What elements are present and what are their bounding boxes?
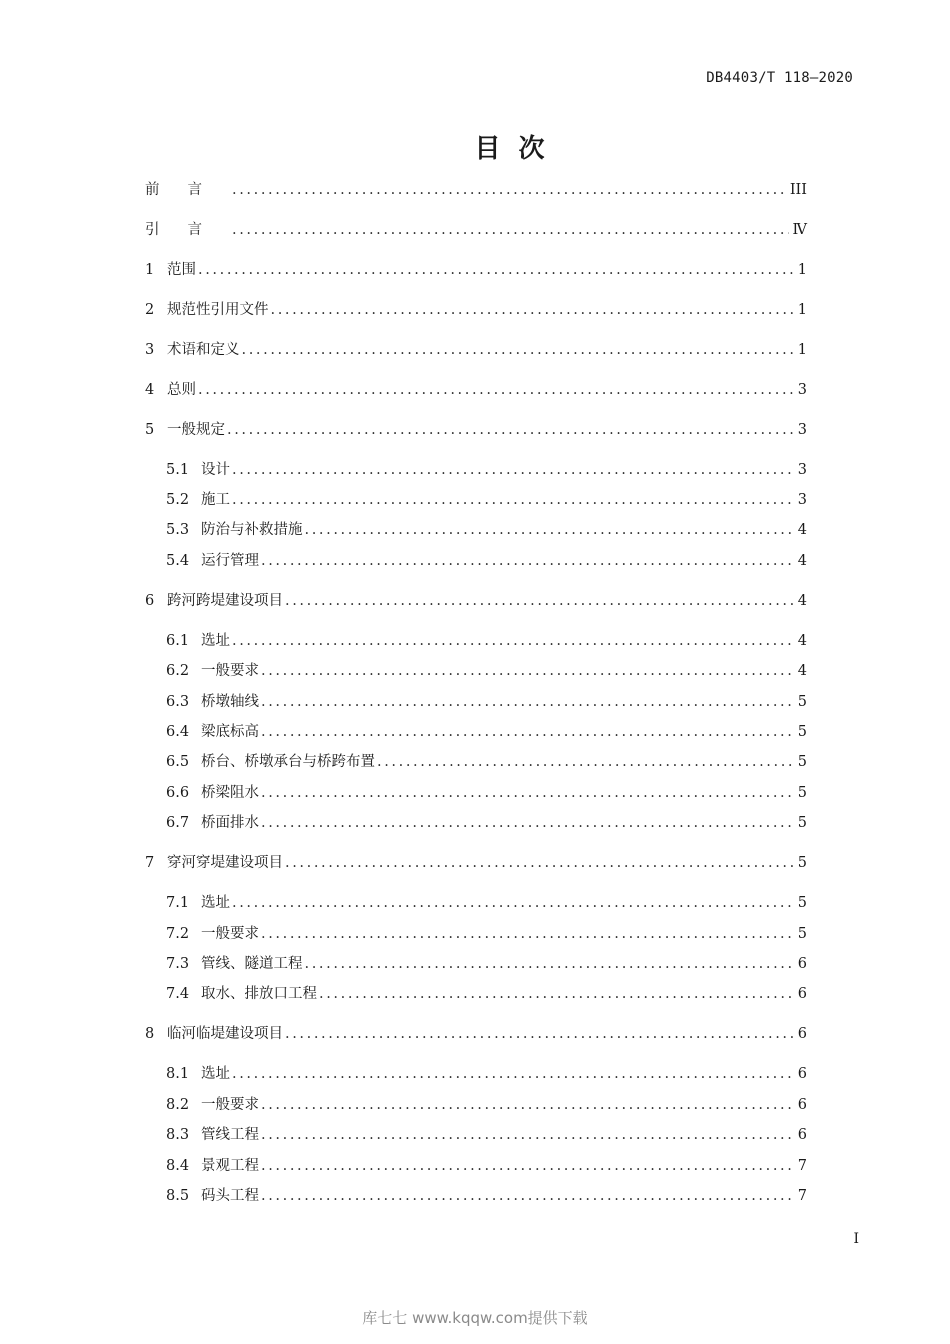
- toc-entry[interactable]: [145, 420, 807, 440]
- toc-leader-dots: [232, 490, 794, 510]
- toc-entry[interactable]: [145, 661, 807, 681]
- toc-entry-number: 5.2: [166, 492, 190, 508]
- document-code: DB4403/T 118—2020: [706, 70, 853, 86]
- toc-entry[interactable]: [145, 692, 807, 712]
- toc-leader-dots: [261, 722, 794, 742]
- toc-entry-page: 6: [797, 1097, 807, 1113]
- toc-entry[interactable]: [145, 340, 807, 360]
- toc-entry-title: 桥台、桥墩承台与桥跨布置: [201, 754, 375, 770]
- toc-entry-page: 4: [797, 633, 807, 649]
- toc-leader-dots: [198, 260, 794, 280]
- toc-leader-dots: [261, 1125, 794, 1145]
- toc-entry[interactable]: [145, 984, 807, 1004]
- toc-leader-dots: [305, 954, 794, 974]
- toc-entry[interactable]: [145, 180, 807, 200]
- toc-entry[interactable]: [145, 813, 807, 833]
- toc-entry-page: 5: [797, 785, 807, 801]
- toc-entry-number: 5: [145, 422, 155, 438]
- toc-leader-dots: [232, 1064, 794, 1084]
- toc-entry[interactable]: [145, 1095, 807, 1115]
- toc-leader-dots: [271, 300, 794, 320]
- toc-entry-title: 引言: [145, 222, 230, 238]
- toc-entry-title: 术语和定义: [167, 342, 240, 358]
- toc-entry-page: 1: [797, 342, 807, 358]
- toc-entry-title: 选址: [201, 633, 230, 649]
- toc-entry-number: 3: [145, 342, 155, 358]
- toc-leader-dots: [261, 1095, 794, 1115]
- toc-entry-title: 一般要求: [201, 663, 259, 679]
- toc-entry[interactable]: [145, 520, 807, 540]
- toc-entry[interactable]: [145, 591, 807, 611]
- toc-entry-number: 5.4: [166, 553, 190, 569]
- toc-leader-dots: [232, 460, 794, 480]
- toc-entry[interactable]: [145, 1156, 807, 1176]
- toc-entry-page: 5: [797, 724, 807, 740]
- toc-entry-title: 一般要求: [201, 926, 259, 942]
- toc-entry-page: 3: [797, 422, 807, 438]
- toc-entry-title: 桥梁阻水: [201, 785, 259, 801]
- toc-entry-page: 5: [797, 694, 807, 710]
- toc-entry-title: 管线工程: [201, 1127, 259, 1143]
- toc-entry-page: 5: [797, 754, 807, 770]
- toc-entry-title: 一般规定: [167, 422, 225, 438]
- toc-entry-page: 6: [797, 1127, 807, 1143]
- toc-leader-dots: [261, 783, 794, 803]
- toc-entry-number: 8.4: [166, 1158, 190, 1174]
- toc-entry-number: 6.6: [166, 785, 190, 801]
- toc-entry[interactable]: [145, 380, 807, 400]
- toc-entry[interactable]: [145, 1186, 807, 1206]
- toc-entry[interactable]: [145, 300, 807, 320]
- toc-entry-number: 6.2: [166, 663, 190, 679]
- toc-entry-page: 3: [797, 382, 807, 398]
- toc-entry-page: 1: [797, 302, 807, 318]
- toc-entry-number: 6.1: [166, 633, 190, 649]
- toc-entry-page: 3: [797, 462, 807, 478]
- toc-leader-dots: [261, 1156, 794, 1176]
- toc-entry[interactable]: [145, 460, 807, 480]
- toc-entry-page: 4: [797, 522, 807, 538]
- toc-entry-page: 6: [797, 1066, 807, 1082]
- toc-entry-number: 8.5: [166, 1188, 190, 1204]
- toc-entry-page: 5: [797, 815, 807, 831]
- toc-entry-page: 5: [797, 926, 807, 942]
- toc-entry-title: 范围: [167, 262, 196, 278]
- toc-entry-number: 7.3: [166, 956, 190, 972]
- toc-entry-title: 防治与补救措施: [201, 522, 303, 538]
- toc-entry-page: 5: [797, 895, 807, 911]
- toc-entry[interactable]: [145, 220, 807, 240]
- toc-entry-page: 4: [797, 553, 807, 569]
- toc-entry[interactable]: [145, 1125, 807, 1145]
- toc-entry-title: 管线、隧道工程: [201, 956, 303, 972]
- toc-entry[interactable]: [145, 853, 807, 873]
- toc-entry[interactable]: [145, 954, 807, 974]
- toc-entry[interactable]: [145, 631, 807, 651]
- toc-entry-number: 7: [145, 855, 155, 871]
- toc-entry-number: 5.3: [166, 522, 190, 538]
- toc-entry-page: Ⅳ: [792, 222, 807, 238]
- toc-entry-number: 6.7: [166, 815, 190, 831]
- toc-entry-title: 选址: [201, 895, 230, 911]
- toc-entry-page: 1: [797, 262, 807, 278]
- toc-entry-page: 6: [797, 1026, 807, 1042]
- toc-leader-dots: [305, 520, 794, 540]
- toc-entry-page: 6: [797, 986, 807, 1002]
- toc-entry-title: 总则: [167, 382, 196, 398]
- toc-leader-dots: [232, 631, 794, 651]
- toc-entry[interactable]: [145, 1024, 807, 1044]
- toc-leader-dots: [261, 692, 794, 712]
- toc-leader-dots: [319, 984, 794, 1004]
- toc-entry-number: 1: [145, 262, 155, 278]
- toc-entry[interactable]: [145, 893, 807, 913]
- toc-entry-page: 7: [797, 1158, 807, 1174]
- toc-leader-dots: [261, 661, 794, 681]
- toc-entry-title: 景观工程: [201, 1158, 259, 1174]
- toc-entry-number: 6.4: [166, 724, 190, 740]
- toc-entry-number: 7.4: [166, 986, 190, 1002]
- table-of-contents: [145, 180, 807, 1206]
- toc-entry-page: 7: [797, 1188, 807, 1204]
- toc-entry-number: 6: [145, 593, 155, 609]
- toc-entry-page: 6: [797, 956, 807, 972]
- toc-leader-dots: [261, 1186, 794, 1206]
- toc-entry[interactable]: [145, 752, 807, 772]
- toc-entry-title: 临河临堤建设项目: [167, 1026, 283, 1042]
- toc-entry[interactable]: [145, 924, 807, 944]
- toc-entry[interactable]: [145, 490, 807, 510]
- toc-entry-title: 穿河穿堤建设项目: [167, 855, 283, 871]
- toc-entry-title: 前言: [145, 182, 230, 198]
- toc-entry-title: 取水、排放口工程: [201, 986, 317, 1002]
- toc-entry[interactable]: [145, 722, 807, 742]
- toc-leader-dots: [285, 853, 794, 873]
- toc-entry-page: 3: [797, 492, 807, 508]
- toc-entry-title: 梁底标高: [201, 724, 259, 740]
- toc-leader-dots: [377, 752, 794, 772]
- toc-leader-dots: [261, 551, 794, 571]
- toc-entry-number: 8.2: [166, 1097, 190, 1113]
- toc-entry-title: 运行管理: [201, 553, 259, 569]
- toc-leader-dots: [285, 591, 794, 611]
- toc-entry-title: 设计: [201, 462, 230, 478]
- toc-entry-page: 4: [797, 663, 807, 679]
- toc-entry-number: 6.5: [166, 754, 190, 770]
- toc-entry-title: 码头工程: [201, 1188, 259, 1204]
- toc-entry-title: 规范性引用文件: [167, 302, 269, 318]
- toc-entry-number: 8.3: [166, 1127, 190, 1143]
- toc-entry-number: 7.2: [166, 926, 190, 942]
- toc-entry-page: III: [789, 182, 807, 198]
- toc-entry-number: 6.3: [166, 694, 190, 710]
- toc-leader-dots: [232, 220, 789, 240]
- toc-entry-number: 8: [145, 1026, 155, 1042]
- toc-leader-dots: [198, 380, 794, 400]
- toc-entry-title: 桥面排水: [201, 815, 259, 831]
- toc-entry-title: 跨河跨堤建设项目: [167, 593, 283, 609]
- toc-entry[interactable]: [145, 1064, 807, 1084]
- toc-entry-number: 4: [145, 382, 155, 398]
- toc-entry-number: 2: [145, 302, 155, 318]
- toc-entry-number: 8.1: [166, 1066, 190, 1082]
- toc-leader-dots: [232, 180, 786, 200]
- toc-entry-number: 5.1: [166, 462, 190, 478]
- toc-entry-page: 5: [797, 855, 807, 871]
- toc-entry-title: 施工: [201, 492, 230, 508]
- toc-leader-dots: [261, 813, 794, 833]
- toc-entry-title: 选址: [201, 1066, 230, 1082]
- toc-entry-title: 一般要求: [201, 1097, 259, 1113]
- toc-leader-dots: [232, 893, 794, 913]
- toc-entry-page: 4: [797, 593, 807, 609]
- toc-leader-dots: [285, 1024, 794, 1044]
- toc-entry[interactable]: [145, 551, 807, 571]
- toc-leader-dots: [261, 924, 794, 944]
- page-number: I: [853, 1231, 859, 1247]
- toc-entry[interactable]: [145, 783, 807, 803]
- toc-entry[interactable]: [145, 260, 807, 280]
- toc-leader-dots: [227, 420, 794, 440]
- download-watermark: 库七七 www.kqqw.com提供下载: [362, 1309, 588, 1327]
- toc-leader-dots: [242, 340, 794, 360]
- toc-entry-number: 7.1: [166, 895, 190, 911]
- toc-title: 目次: [474, 134, 563, 164]
- toc-entry-title: 桥墩轴线: [201, 694, 259, 710]
